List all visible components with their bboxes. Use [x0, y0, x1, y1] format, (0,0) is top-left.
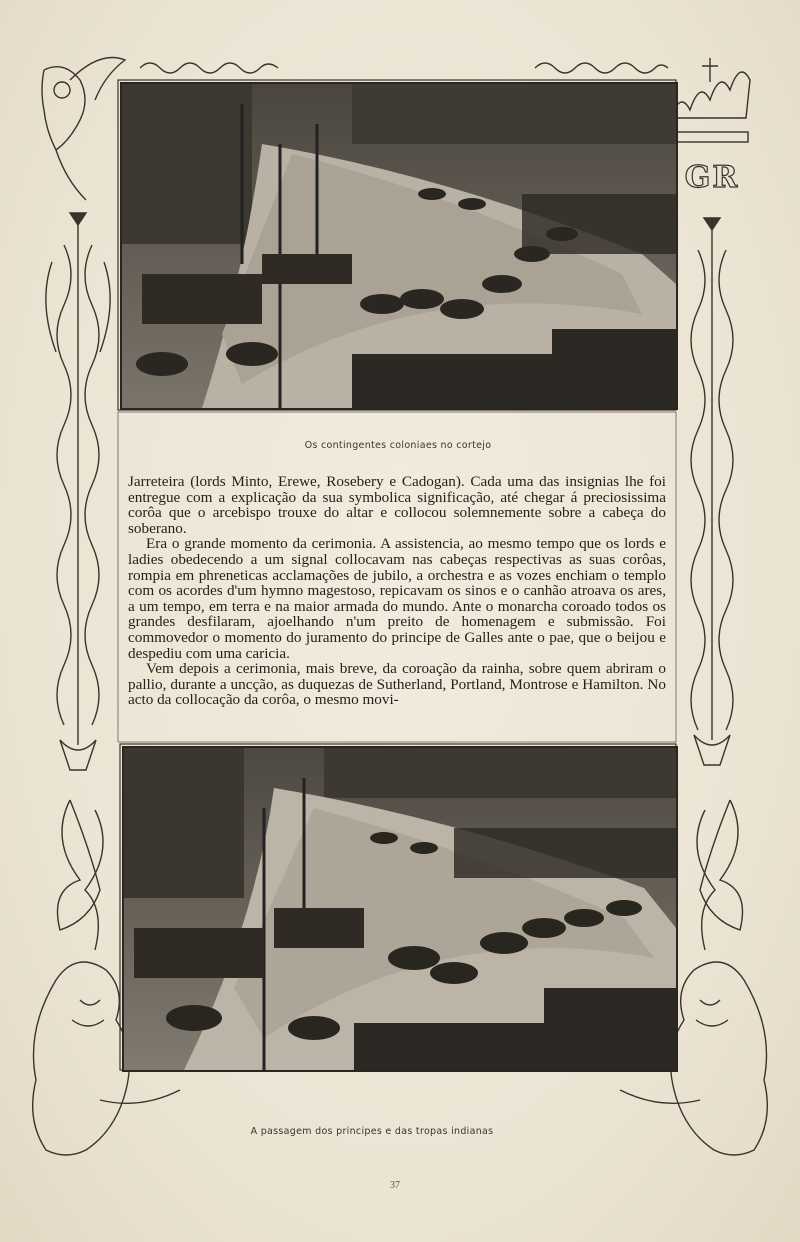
- page-number: 37: [390, 1180, 400, 1191]
- monogram-text: GR: [684, 160, 740, 195]
- article-body: [128, 474, 666, 724]
- photo-princes-indian-troops: [122, 746, 678, 1072]
- paragraph-3: Vem depois a cerimonia, mais breve, da coroação da rainha, sobre quem abriram o pallio, durante a uncção, as duquezas de Sutherland, Portland, Montrose e Hamilton. No acto da collocação da corôa, o mesmo movi-: [128, 660, 666, 709]
- paragraph-1: Jarreteira (lords Minto, Erewe, Rosebery e Cadogan). Cada uma das insignias lhe foi entregue com a explicação da sua symbolica significação, até chegar á preciosissima corôa que o arcebispo trouxe do altar e collocou solemnemente sobre a cabeça do soberano.: [128, 474, 666, 537]
- procession-photo-top: [122, 84, 676, 408]
- photo-colonial-contingents: [120, 82, 678, 410]
- paragraph-2: Era o grande momento da cerimonia. A assistencia, ao mesmo tempo que os lords e ladies obedecendo a um signal collocavam nas cabeças respectivas as suas corôas, rompia em phreneticas acclamações de jubilo, a orchestra e as vozes enchiam o templo com os acordes d'um hymno magestoso, repicavam os sinos e o canhão atroava os ares, a um tempo, em terra e na maior armada do mundo. Ante o monarcha coroado todos os grandes desfilaram, ajoelhando n'um preito de homenagem e submissão. Foi commovedor o momento do juramento do principe de Galles ante o pae, que o beijou e despediu com uma caricia.: [128, 535, 666, 662]
- procession-photo-bottom: [124, 748, 676, 1070]
- royal-monogram: [672, 160, 752, 195]
- caption-top: Os contingentes coloniaes no cortejo: [304, 440, 492, 451]
- caption-bottom: A passagem dos principes e das tropas indianas: [250, 1126, 494, 1137]
